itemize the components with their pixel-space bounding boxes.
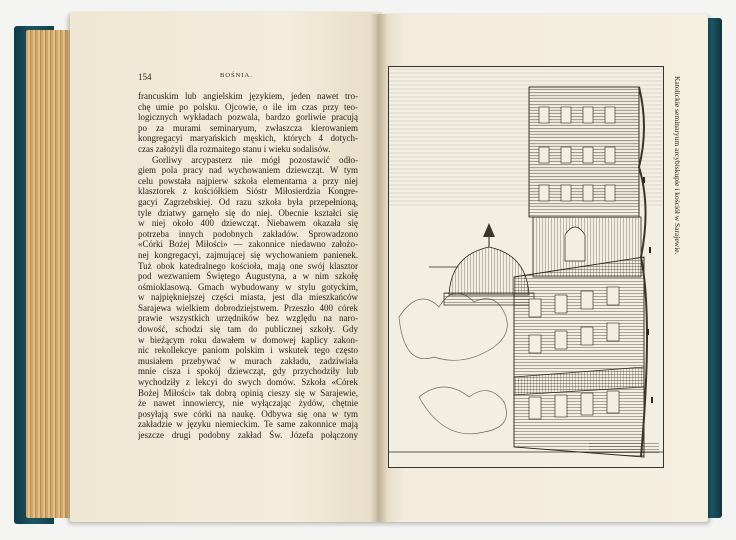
text-line: celu powstała najpierw szkoła elementarna a przy niej bbox=[138, 175, 358, 186]
text-line: chę umie po polsku. Ojcowie, o ile im czas przy teo- bbox=[138, 101, 358, 112]
text-line: Bożej Miłości» tak dobrą opinią cieszy się w Sarajewie, bbox=[138, 387, 358, 398]
text-line: dowość, schodzi się tam do publicznej szkoły. Gdy bbox=[138, 324, 358, 335]
text-line: w bieżącym roku dawałem w domowej kaplicy zakon- bbox=[138, 334, 358, 345]
text-line: nej kongregacyi, zajmującej się wychowaniem panienek. bbox=[138, 249, 358, 260]
running-head bbox=[138, 72, 348, 84]
running-title: BOŚNIA. bbox=[220, 72, 253, 79]
text-line: posyłają swe córki na naukę. Odbywa się ona w tym bbox=[138, 408, 358, 419]
text-line: musiałem przebywać w murach zakładu, zadziwiała bbox=[138, 355, 358, 366]
text-line: jeszcze drugi podobny zakład Św. Józefa połączony bbox=[138, 430, 358, 440]
text-line: ośmioklasową. Gmach wybudowany w stylu gotyckim, bbox=[138, 281, 358, 292]
text-line: mnie cisza i spokój dziewcząt, gdy przychodziły lub bbox=[138, 366, 358, 377]
page-edges bbox=[26, 30, 76, 518]
text-line: Sarajewa wielkiem dobrodziejstwem. Przeszło 400 córek bbox=[138, 302, 358, 313]
book-gutter bbox=[370, 14, 388, 522]
text-line: pod wezwaniem Świętego Augustyna, a w nim szkołę bbox=[138, 271, 358, 282]
text-line: «Córki Bożej Miłości» — zakonnice niedawno założo- bbox=[138, 239, 358, 250]
text-line: gacyi Zagrzebskiej. Od razu szkoła była przepełnioną, bbox=[138, 196, 358, 207]
text-line: tyle dziatwy garnęło się do niej. Obecnie kształci się bbox=[138, 207, 358, 218]
text-line: zakładzie w języku niemieckim. Te same zakonnice mają bbox=[138, 419, 358, 430]
text-line: po za murami seminaryum, zwłaszcza kierowaniem bbox=[138, 122, 358, 133]
text-line: francuskim lub angielskim językiem, jeden nawet tro- bbox=[138, 91, 358, 101]
text-line: wychodziły z lekcyi do swych domów. Szkoła «Córek bbox=[138, 377, 358, 388]
text-line: Tuż obok katedralnego kościoła, mają one swój klasztor bbox=[138, 260, 358, 271]
text-line: że nawet innowiercy, nie wyłączając żydów, chętnie bbox=[138, 398, 358, 409]
text-line: prawie wszystkich urzędników bez względu na naro- bbox=[138, 313, 358, 324]
illustration-caption: Katolickie seminaryum arcybiskupie i kościół w Sarajewie. bbox=[673, 76, 682, 255]
text-line: Gorliwy arcypasterz nie mógł pozostawić odło- bbox=[152, 154, 358, 165]
text-line: potrzeba innych podobnych zakładów. Sprowadzono bbox=[138, 228, 358, 239]
body-text bbox=[138, 91, 358, 440]
text-line: nic rekollekcye paniom polskim i wskutek tego często bbox=[138, 345, 358, 356]
seminary-engraving bbox=[388, 66, 664, 468]
text-line: czas założyli dla rozmaitego stanu i wieku sodalisów. bbox=[138, 143, 331, 154]
text-line: w niej około 400 dziewcząt. Niebawem okazała się bbox=[138, 218, 358, 229]
text-line: giem pola pracy nad wychowaniem dziewcząt. W tym bbox=[138, 165, 358, 176]
text-line: w najpiękniejszej części miasta, jest dla mieszkańców bbox=[138, 292, 358, 303]
page-number: 154 bbox=[138, 72, 152, 82]
text-line: logicznych wykładach pozwala, bardzo gorliwie pracują bbox=[138, 112, 358, 123]
text-line: kongregacyi maryańskich męskich, których 4 dotych- bbox=[138, 133, 358, 144]
text-line: klasztorek z kościółkiem Sióstr Miłosierdzia Kongre- bbox=[138, 186, 358, 197]
